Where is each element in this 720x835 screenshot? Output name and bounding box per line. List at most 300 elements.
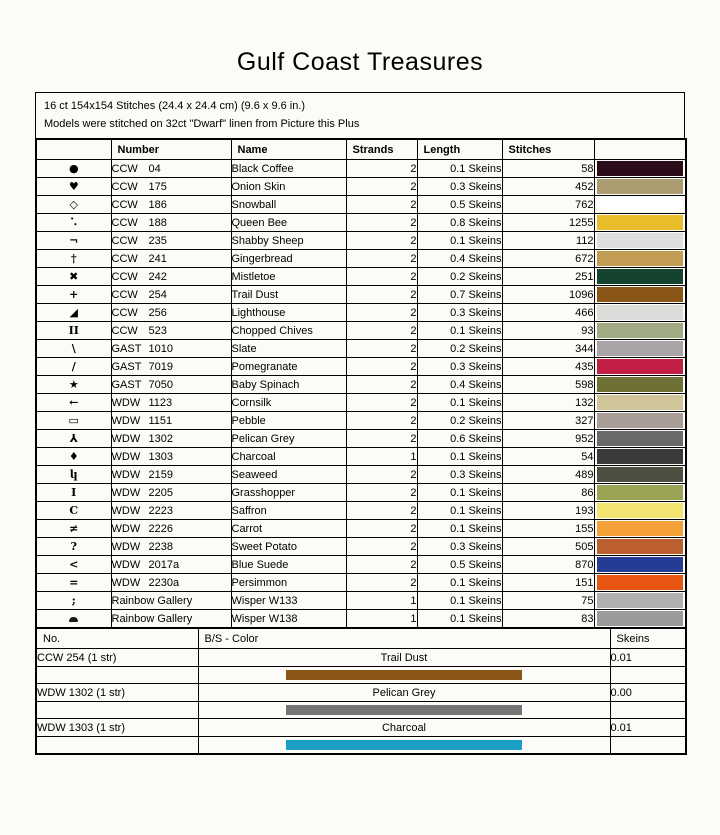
- stitch-symbol: II: [36, 322, 111, 340]
- thread-number-cell: [111, 232, 231, 250]
- strands-cell: 1: [346, 448, 417, 466]
- stitches-cell: 344: [502, 340, 594, 358]
- length-cell: 0.1 Skeins: [417, 394, 502, 412]
- stitches-cell: 75: [502, 592, 594, 610]
- strands-cell: 2: [346, 160, 417, 178]
- stitch-symbol: ?: [36, 538, 111, 556]
- thread-code: 1010: [148, 342, 173, 355]
- thread-row: [36, 502, 686, 520]
- length-cell: 0.5 Skeins: [417, 196, 502, 214]
- length-cell: 0.8 Skeins: [417, 214, 502, 232]
- strands-cell: 2: [346, 574, 417, 592]
- length-cell: 0.2 Skeins: [417, 340, 502, 358]
- stitch-symbol: ≠: [36, 520, 111, 538]
- stitch-symbol: C: [36, 502, 111, 520]
- strands-cell: 2: [346, 268, 417, 286]
- thread-name-cell: Persimmon: [231, 574, 346, 592]
- stitches-cell: 251: [502, 268, 594, 286]
- thread-brand: WDW: [111, 468, 141, 481]
- stitches-cell: 151: [502, 574, 594, 592]
- thread-name-cell: Pebble: [231, 412, 346, 430]
- color-swatch: [597, 593, 684, 608]
- stitches-cell: 762: [502, 196, 594, 214]
- thread-number-cell: [111, 394, 231, 412]
- stitches-cell: 327: [502, 412, 594, 430]
- backstitch-bar-row: [36, 737, 686, 755]
- thread-brand: WDW: [111, 504, 141, 517]
- backstitch-color-name: Trail Dust: [198, 649, 610, 667]
- thread-code: 242: [148, 270, 167, 283]
- color-swatch-cell: [594, 592, 686, 610]
- stitch-symbol: ♥: [36, 178, 111, 196]
- thread-brand: CCW: [111, 306, 138, 319]
- stitches-cell: 466: [502, 304, 594, 322]
- color-swatch-cell: [594, 430, 686, 448]
- thread-code: 7050: [148, 378, 173, 391]
- thread-name-cell: Trail Dust: [231, 286, 346, 304]
- color-swatch: [597, 395, 684, 410]
- backstitch-skeins: 0.01: [610, 649, 686, 667]
- color-swatch-cell: [594, 304, 686, 322]
- thread-brand: WDW: [111, 540, 141, 553]
- length-cell: 0.3 Skeins: [417, 358, 502, 376]
- thread-name-cell: Blue Suede: [231, 556, 346, 574]
- backstitch-line-sample: [286, 705, 522, 715]
- thread-number-cell: [111, 358, 231, 376]
- thread-brand: WDW: [111, 576, 141, 589]
- thread-row: [36, 574, 686, 592]
- strands-cell: 2: [346, 520, 417, 538]
- thread-code: 2238: [148, 540, 173, 553]
- thread-brand: WDW: [111, 450, 141, 463]
- color-swatch-cell: [594, 376, 686, 394]
- thread-brand: WDW: [111, 522, 141, 535]
- thread-name-cell: Cornsilk: [231, 394, 346, 412]
- thread-number-cell: [111, 592, 231, 610]
- color-swatch-cell: [594, 250, 686, 268]
- stitch-symbol: ⅄: [36, 430, 111, 448]
- strands-cell: 2: [346, 232, 417, 250]
- thread-code: 2205: [148, 486, 173, 499]
- thread-brand: GAST: [111, 378, 142, 391]
- thread-legend-table: [35, 138, 687, 629]
- stitch-info-box: [35, 92, 685, 139]
- color-swatch-cell: [594, 484, 686, 502]
- thread-row: [36, 286, 686, 304]
- name-column-header: Name: [231, 139, 346, 160]
- stitch-symbol: ✖: [36, 268, 111, 286]
- thread-brand: CCW: [111, 288, 138, 301]
- backstitch-table: [35, 627, 687, 755]
- stitches-cell: 489: [502, 466, 594, 484]
- color-swatch-cell: [594, 610, 686, 629]
- color-swatch: [597, 503, 684, 518]
- thread-row: [36, 304, 686, 322]
- thread-name-cell: Lighthouse: [231, 304, 346, 322]
- strands-cell: 2: [346, 394, 417, 412]
- thread-code: 256: [148, 306, 167, 319]
- thread-brand: GAST: [111, 342, 142, 355]
- swatch-column-header: [594, 139, 686, 160]
- thread-code: 2230a: [148, 576, 180, 589]
- color-swatch: [597, 539, 684, 554]
- model-fabric-info: Models were stitched on 32ct "Dwarf" linen from Picture this Plus: [44, 118, 360, 130]
- color-swatch: [597, 251, 684, 266]
- backstitch-row: [36, 684, 686, 702]
- thread-name-cell: Saffron: [231, 502, 346, 520]
- thread-number-cell: [111, 286, 231, 304]
- strands-cell: 2: [346, 466, 417, 484]
- stitch-symbol: ⠡: [36, 214, 111, 232]
- stitches-cell: 58: [502, 160, 594, 178]
- thread-code: 1151: [148, 414, 173, 427]
- stitch-symbol: ¬: [36, 232, 111, 250]
- color-swatch-cell: [594, 412, 686, 430]
- thread-brand: Rainbow Gallery: [111, 594, 193, 607]
- thread-name-cell: Shabby Sheep: [231, 232, 346, 250]
- thread-name-cell: Black Coffee: [231, 160, 346, 178]
- thread-number-cell: [111, 502, 231, 520]
- thread-brand: CCW: [111, 198, 138, 211]
- color-swatch: [597, 521, 684, 536]
- stitches-cell: 155: [502, 520, 594, 538]
- thread-code: 2159: [148, 468, 173, 481]
- color-swatch: [597, 413, 684, 428]
- color-swatch-cell: [594, 286, 686, 304]
- strands-cell: 2: [346, 358, 417, 376]
- stitches-cell: 435: [502, 358, 594, 376]
- length-cell: 0.1 Skeins: [417, 610, 502, 629]
- thread-number-cell: [111, 556, 231, 574]
- color-swatch: [597, 467, 684, 482]
- stitch-symbol: ▭: [36, 412, 111, 430]
- stitch-symbol: կ: [36, 466, 111, 484]
- thread-code: 254: [148, 288, 167, 301]
- color-swatch: [597, 359, 684, 374]
- stitch-symbol: ◇: [36, 196, 111, 214]
- stitches-cell: 83: [502, 610, 594, 629]
- empty-cell: [36, 667, 198, 684]
- length-cell: 0.7 Skeins: [417, 286, 502, 304]
- thread-row: [36, 232, 686, 250]
- thread-name-cell: Sweet Potato: [231, 538, 346, 556]
- color-swatch: [597, 611, 684, 626]
- thread-brand: WDW: [111, 558, 141, 571]
- thread-row: [36, 358, 686, 376]
- length-cell: 0.1 Skeins: [417, 484, 502, 502]
- thread-row: [36, 520, 686, 538]
- color-swatch: [597, 179, 684, 194]
- thread-code: 1302: [148, 432, 173, 445]
- thread-name-cell: Baby Spinach: [231, 376, 346, 394]
- length-cell: 0.3 Skeins: [417, 466, 502, 484]
- thread-row: [36, 448, 686, 466]
- thread-name-cell: Pomegranate: [231, 358, 346, 376]
- stitch-symbol: ;: [36, 592, 111, 610]
- thread-brand: Rainbow Gallery: [111, 612, 193, 625]
- thread-number-cell: [111, 376, 231, 394]
- color-swatch: [597, 431, 684, 446]
- color-swatch-cell: [594, 466, 686, 484]
- thread-name-cell: Snowball: [231, 196, 346, 214]
- color-swatch: [597, 269, 684, 284]
- thread-number-cell: [111, 412, 231, 430]
- color-swatch-cell: [594, 538, 686, 556]
- strands-cell: 2: [346, 286, 417, 304]
- thread-code: 188: [148, 216, 167, 229]
- backstitch-thread-number: WDW 1302 (1 str): [36, 684, 198, 702]
- thread-number-cell: [111, 520, 231, 538]
- thread-number-cell: [111, 466, 231, 484]
- stitch-symbol: ●: [36, 160, 111, 178]
- thread-code: 2226: [148, 522, 173, 535]
- thread-row: [36, 160, 686, 178]
- length-cell: 0.1 Skeins: [417, 574, 502, 592]
- stitch-symbol: +: [36, 286, 111, 304]
- length-cell: 0.3 Skeins: [417, 304, 502, 322]
- stitches-cell: 112: [502, 232, 594, 250]
- thread-code: 523: [148, 324, 167, 337]
- stitches-cell: 870: [502, 556, 594, 574]
- thread-number-cell: [111, 430, 231, 448]
- backstitch-thread-number: WDW 1303 (1 str): [36, 719, 198, 737]
- color-swatch: [597, 197, 684, 212]
- thread-name-cell: Seaweed: [231, 466, 346, 484]
- thread-name-cell: Gingerbread: [231, 250, 346, 268]
- thread-number-cell: [111, 484, 231, 502]
- stitches-cell: 505: [502, 538, 594, 556]
- color-swatch: [597, 233, 684, 248]
- stitches-cell: 132: [502, 394, 594, 412]
- thread-name-cell: Queen Bee: [231, 214, 346, 232]
- strands-cell: 1: [346, 610, 417, 629]
- thread-name-cell: Wisper W133: [231, 592, 346, 610]
- thread-brand: CCW: [111, 180, 138, 193]
- thread-code: 2017a: [148, 558, 180, 571]
- thread-code: 235: [148, 234, 167, 247]
- length-cell: 0.1 Skeins: [417, 592, 502, 610]
- stitches-cell: 452: [502, 178, 594, 196]
- strands-cell: 2: [346, 196, 417, 214]
- skeins-column-header: Skeins: [610, 628, 686, 649]
- thread-number-cell: [111, 160, 231, 178]
- color-swatch-cell: [594, 322, 686, 340]
- number-column-header: Number: [111, 139, 231, 160]
- length-cell: 0.3 Skeins: [417, 538, 502, 556]
- stitch-symbol: [36, 610, 111, 629]
- backstitch-line-sample: [286, 670, 522, 680]
- backstitch-line-sample: [286, 740, 522, 750]
- stitches-cell: 598: [502, 376, 594, 394]
- strands-cell: 2: [346, 214, 417, 232]
- color-swatch: [597, 341, 684, 356]
- stitch-count-info: 16 ct 154x154 Stitches (24.4 x 24.4 cm) (9.6 x 9.6 in.): [44, 100, 306, 112]
- bs-color-column-header: B/S - Color: [198, 628, 610, 649]
- color-swatch: [597, 323, 684, 338]
- backstitch-bar-row: [36, 702, 686, 719]
- thread-brand: CCW: [111, 270, 138, 283]
- backstitch-color-name: Pelican Grey: [198, 684, 610, 702]
- thread-number-cell: [111, 340, 231, 358]
- stitch-symbol: I: [36, 484, 111, 502]
- strands-cell: 2: [346, 412, 417, 430]
- strands-cell: 2: [346, 322, 417, 340]
- thread-code: 2223: [148, 504, 173, 517]
- color-swatch: [597, 575, 684, 590]
- backstitch-thread-number: CCW 254 (1 str): [36, 649, 198, 667]
- thread-code: 1123: [148, 396, 173, 409]
- backstitch-header-row: [36, 628, 686, 649]
- strands-column-header: Strands: [346, 139, 417, 160]
- page-title: Gulf Coast Treasures: [236, 48, 484, 76]
- length-cell: 0.1 Skeins: [417, 520, 502, 538]
- backstitch-skeins: 0.00: [610, 684, 686, 702]
- thread-brand: CCW: [111, 216, 138, 229]
- thread-name-cell: Charcoal: [231, 448, 346, 466]
- backstitch-row: [36, 649, 686, 667]
- length-column-header: Length: [417, 139, 502, 160]
- color-swatch: [597, 305, 684, 320]
- symbol-column-header: [36, 139, 111, 160]
- strands-cell: 2: [346, 502, 417, 520]
- thread-number-cell: [111, 250, 231, 268]
- stitch-symbol: ◢: [36, 304, 111, 322]
- color-swatch: [597, 287, 684, 302]
- length-cell: 0.1 Skeins: [417, 502, 502, 520]
- strands-cell: 2: [346, 484, 417, 502]
- thread-name-cell: Pelican Grey: [231, 430, 346, 448]
- color-swatch-cell: [594, 358, 686, 376]
- thread-number-cell: [111, 538, 231, 556]
- thread-row: [36, 430, 686, 448]
- thread-row: [36, 376, 686, 394]
- thread-brand: GAST: [111, 360, 142, 373]
- stitches-cell: 86: [502, 484, 594, 502]
- thread-row: [36, 556, 686, 574]
- color-swatch-cell: [594, 178, 686, 196]
- backstitch-line-sample-cell: [198, 667, 610, 684]
- stitch-symbol: ★: [36, 376, 111, 394]
- thread-row: [36, 592, 686, 610]
- thread-row: [36, 484, 686, 502]
- length-cell: 0.4 Skeins: [417, 376, 502, 394]
- thread-number-cell: [111, 214, 231, 232]
- thread-name-cell: Carrot: [231, 520, 346, 538]
- color-swatch-cell: [594, 520, 686, 538]
- empty-cell: [36, 737, 198, 755]
- strands-cell: 2: [346, 538, 417, 556]
- thread-brand: CCW: [111, 252, 138, 265]
- stitches-column-header: Stitches: [502, 139, 594, 160]
- stitch-symbol: ♦: [36, 448, 111, 466]
- stitches-cell: 193: [502, 502, 594, 520]
- thread-name-cell: Slate: [231, 340, 346, 358]
- thread-brand: CCW: [111, 162, 138, 175]
- empty-cell: [610, 667, 686, 684]
- thread-number-cell: [111, 196, 231, 214]
- thread-name-cell: Wisper W138: [231, 610, 346, 629]
- backstitch-line-sample-cell: [198, 702, 610, 719]
- strands-cell: 2: [346, 250, 417, 268]
- strands-cell: 2: [346, 556, 417, 574]
- thread-code: 241: [148, 252, 167, 265]
- color-swatch-cell: [594, 448, 686, 466]
- color-swatch: [597, 161, 684, 176]
- thread-number-cell: [111, 268, 231, 286]
- color-swatch: [597, 215, 684, 230]
- stitches-cell: 952: [502, 430, 594, 448]
- no-column-header: No.: [36, 628, 198, 649]
- thread-code: 186: [148, 198, 167, 211]
- thread-code: 04: [148, 162, 161, 175]
- thread-row: [36, 340, 686, 358]
- stitches-cell: 1255: [502, 214, 594, 232]
- strands-cell: 2: [346, 430, 417, 448]
- stitch-symbol: =: [36, 574, 111, 592]
- thread-brand: CCW: [111, 234, 138, 247]
- stitches-cell: 1096: [502, 286, 594, 304]
- thread-name-cell: Chopped Chives: [231, 322, 346, 340]
- thread-brand: WDW: [111, 414, 141, 427]
- length-cell: 0.1 Skeins: [417, 232, 502, 250]
- strands-cell: 2: [346, 340, 417, 358]
- backstitch-row: [36, 719, 686, 737]
- legend-header-row: [36, 139, 686, 160]
- color-swatch-cell: [594, 196, 686, 214]
- thread-brand: WDW: [111, 432, 141, 445]
- backstitch-line-sample-cell: [198, 737, 610, 755]
- stitch-symbol: \: [36, 340, 111, 358]
- thread-number-cell: [111, 304, 231, 322]
- empty-cell: [36, 702, 198, 719]
- thread-row: [36, 268, 686, 286]
- thread-row: [36, 610, 686, 629]
- empty-cell: [610, 702, 686, 719]
- stitch-symbol: ←: [36, 394, 111, 412]
- stitches-cell: 672: [502, 250, 594, 268]
- color-swatch-cell: [594, 502, 686, 520]
- strands-cell: 2: [346, 304, 417, 322]
- color-swatch-cell: [594, 214, 686, 232]
- color-swatch: [597, 557, 684, 572]
- thread-code: 1303: [148, 450, 173, 463]
- thread-code: 175: [148, 180, 167, 193]
- color-swatch: [597, 485, 684, 500]
- thread-name-cell: Onion Skin: [231, 178, 346, 196]
- length-cell: 0.4 Skeins: [417, 250, 502, 268]
- length-cell: 0.1 Skeins: [417, 448, 502, 466]
- thread-row: [36, 196, 686, 214]
- stitches-cell: 54: [502, 448, 594, 466]
- strands-cell: 1: [346, 592, 417, 610]
- thread-row: [36, 412, 686, 430]
- backstitch-bar-row: [36, 667, 686, 684]
- thread-row: [36, 178, 686, 196]
- thread-number-cell: [111, 574, 231, 592]
- thread-brand: CCW: [111, 324, 138, 337]
- thread-name-cell: Grasshopper: [231, 484, 346, 502]
- length-cell: 0.1 Skeins: [417, 160, 502, 178]
- backstitch-skeins: 0.01: [610, 719, 686, 737]
- thread-row: [36, 214, 686, 232]
- thread-row: [36, 466, 686, 484]
- stitch-symbol: <: [36, 556, 111, 574]
- thread-number-cell: [111, 322, 231, 340]
- color-swatch-cell: [594, 556, 686, 574]
- thread-row: [36, 250, 686, 268]
- length-cell: 0.3 Skeins: [417, 178, 502, 196]
- strands-cell: 2: [346, 178, 417, 196]
